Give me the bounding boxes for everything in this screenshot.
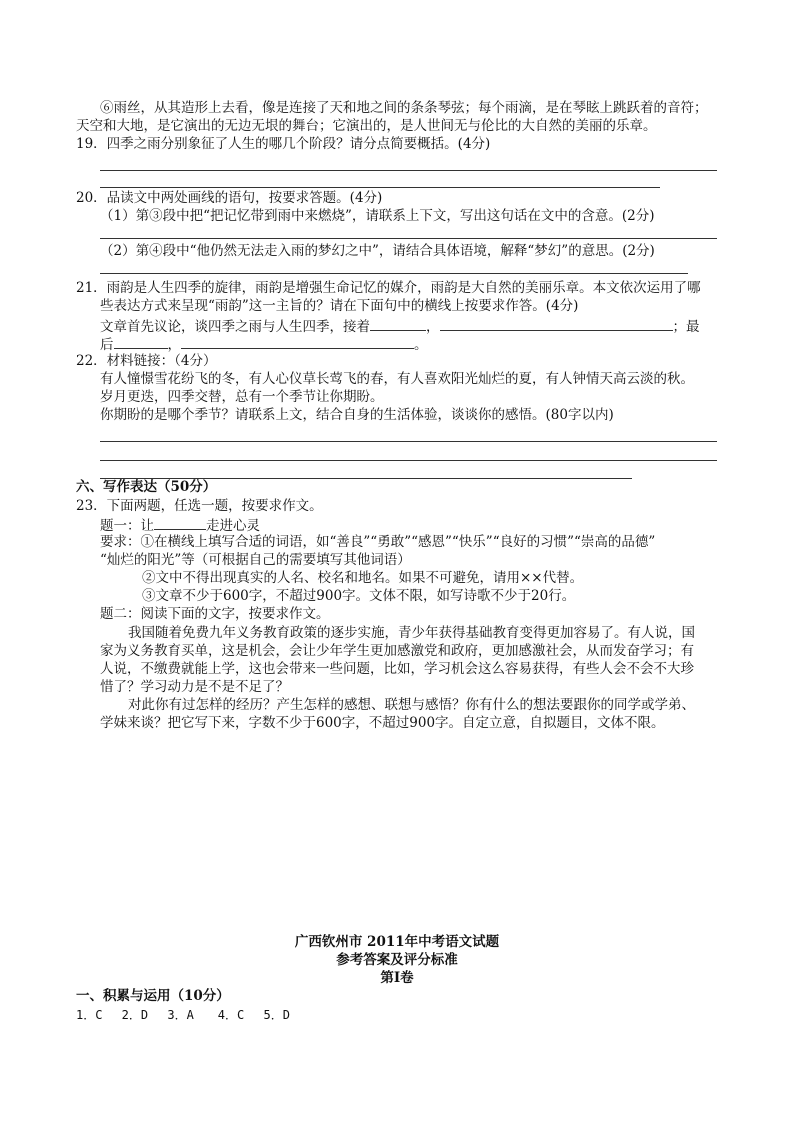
question-21-cont: 些表达方式来呈现“雨韵”这一主旨的？请在下面句中的横线上按要求作答。(4分)	[100, 298, 579, 314]
fill-blank[interactable]	[181, 334, 414, 349]
material-line: 有人憧憬雪花纷飞的冬，有人心仪草长莺飞的春，有人喜欢阳光灿烂的夏，有人钟情天高云淡的秋。	[100, 371, 694, 387]
question-21-fill-cont	[100, 334, 428, 354]
passage-line: ⑥雨丝，从其造形上去看，像是连接了天和地之间的条条琴弦；每个雨滴，是在琴眩上跳跃着的音符；	[100, 100, 708, 116]
topic-2-text: 学妹来谈？把它写下来，字数不少于600字，不超过900字。自定立意，自拟题目，文体不限。	[100, 715, 665, 731]
fill-text: ，	[426, 319, 440, 335]
fill-blank[interactable]	[114, 334, 168, 349]
question-23: 23．下面两题，任选一题，按要求作文。	[76, 498, 323, 514]
answer-line	[100, 187, 660, 188]
fill-text: 。	[414, 337, 428, 353]
topic-text: 题一：让	[100, 518, 154, 534]
question-21-fill	[100, 316, 700, 336]
topic-2-text: 人说，不缴费就能上学，这也会带来一些问题，比如，学习机会这么容易获得，有些人会不会不大珍	[100, 661, 694, 677]
answer-line	[100, 273, 688, 274]
topic-1	[100, 515, 260, 535]
question-20: 20．品读文中两处画线的语句，按要求答题。(4分)	[76, 190, 383, 206]
topic-text: 走进心灵	[206, 518, 260, 534]
section-heading: 六、写作表达（50分）	[76, 479, 217, 495]
requirement-line: ③文章不少于600字，不超过900字。文体不限，如写诗歌不少于20行。	[142, 588, 576, 604]
requirement-line: ②文中不得出现真实的人名、校名和地名。如果不可避免，请用××代替。	[142, 570, 584, 586]
material-line: 岁月更迭，四季交替，总有一个季节让你期盼。	[100, 389, 384, 405]
answer-volume: 第Ⅰ卷	[380, 970, 414, 986]
answer-title: 广西钦州市 2011年中考语文试题	[294, 934, 500, 950]
topic-2-text: 我国随着免费九年义务教育政策的逐步实施，青少年获得基础教育变得更加容易了。有人说，国	[128, 625, 695, 641]
answer-subtitle: 参考答案及评分标准	[336, 952, 458, 968]
question-19: 19．四季之雨分别象征了人生的哪几个阶段？请分点简要概括。(4分)	[76, 136, 491, 152]
fill-text: 后	[100, 337, 114, 353]
fill-text: ，	[167, 337, 181, 353]
requirement-line: 要求：①在横线上填写合适的词语，如“善良”“勇敢”“感恩”“快乐”“良好的习惯”“崇高的品德”	[100, 534, 656, 550]
topic-2: 题二：阅读下面的文字，按要求作文。	[100, 606, 330, 622]
requirement-line: “灿烂的阳光”等（可根据自己的需要填写其他词语）	[100, 552, 411, 568]
topic-2-text: 对此你有过怎样的经历？产生怎样的感想、联想与感悟？你有什么的想法要跟你的同学或学弟、	[128, 697, 695, 713]
answer-line	[100, 441, 717, 442]
fill-text: 文章首先议论，谈四季之雨与人生四季，接着	[100, 319, 370, 335]
answer-line	[100, 460, 717, 461]
topic-2-text: 惜了？学习动力是不是不足了？	[100, 679, 289, 695]
fill-blank[interactable]	[440, 316, 673, 331]
passage-line: 天空和大地，是它演出的无边无垠的舞台；它演出的，是人世间无与伦比的大自然的美丽的乐章。	[76, 118, 657, 134]
question-21: 21．雨韵是人生四季的旋律，雨韵是增强生命记忆的媒介，雨韵是大自然的美丽乐章。本文依次运用了哪	[76, 280, 701, 296]
answer-keys: 1．C 2．D 3．A 4．C 5．D	[76, 1008, 290, 1022]
question-22: 22．材料链接：（4分）	[76, 353, 217, 369]
question-22-prompt: 你期盼的是哪个季节？请联系上文，结合自身的生活体验，谈谈你的感悟。(80字以内)	[100, 407, 614, 423]
answer-line	[100, 238, 717, 239]
question-20-sub1: （1）第③段中把“把记忆带到雨中来燃烧”，请联系上下文，写出这句话在文中的含意。(2分)	[100, 208, 655, 224]
topic-blank[interactable]	[154, 515, 206, 530]
answer-line	[100, 170, 717, 171]
topic-2-text: 家为义务教育买单，这是机会，会让少年学生更加感激党和政府，更加感激社会，从而发奋学习；有	[100, 643, 694, 659]
fill-text: ；最	[672, 319, 700, 335]
question-20-sub2: （2）第④段中“他仍然无法走入雨的梦幻之中”，请结合具体语境，解释“梦幻”的意思。(2分)	[100, 243, 655, 259]
fill-blank[interactable]	[370, 316, 426, 331]
answer-section-heading: 一、积累与运用（10分）	[76, 988, 230, 1004]
